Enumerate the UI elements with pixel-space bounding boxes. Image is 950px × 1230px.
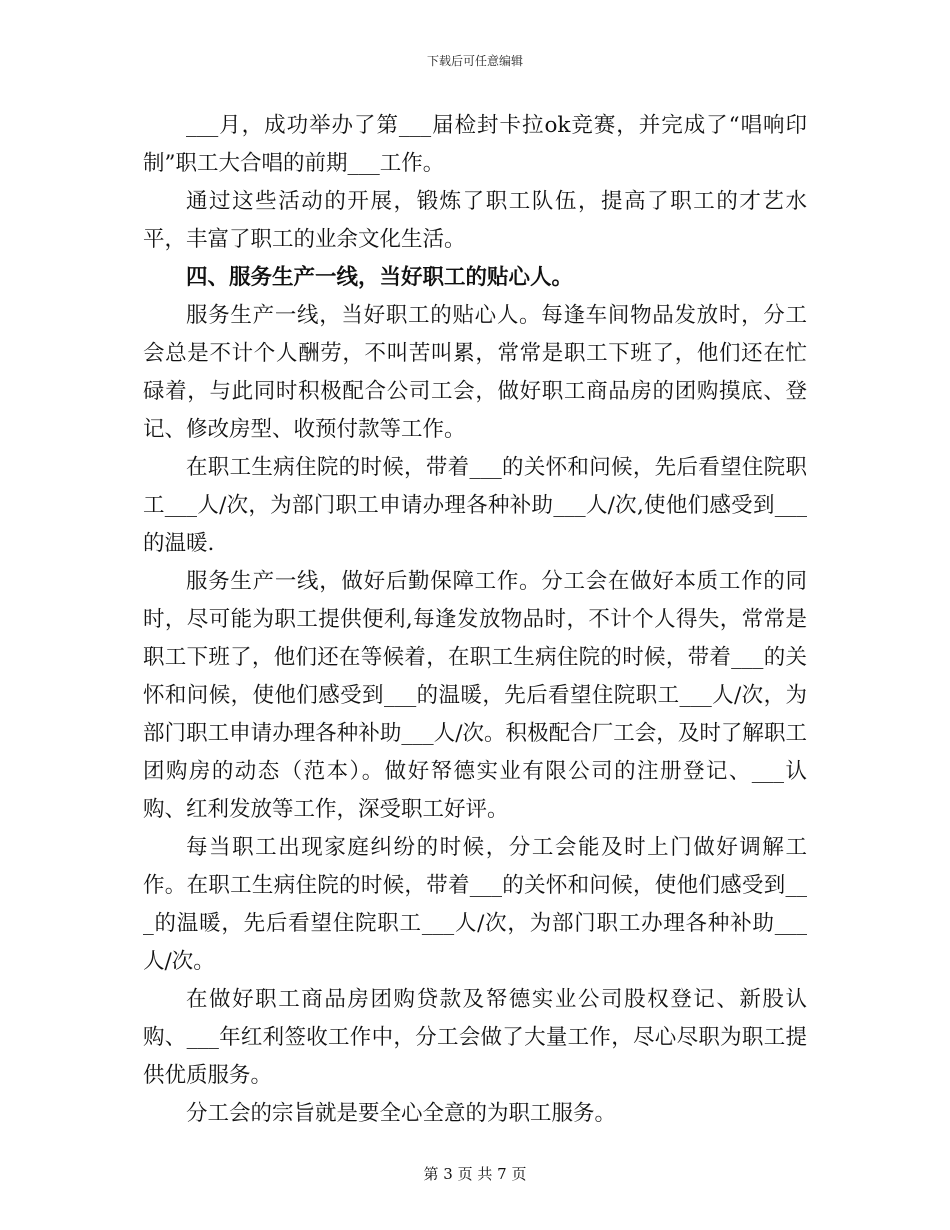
paragraph-1: ___月，成功举办了第___届检封卡拉ok竞赛，并完成了“唱响印制”职工大合唱的前期___工作。 <box>143 113 807 176</box>
section-heading-4: 四、服务生产一线，当好职工的贴心人。 <box>186 265 574 290</box>
paragraph-2: 通过这些活动的开展，锻炼了职工队伍，提高了职工的才艺水平，丰富了职工的业余文化生活。 <box>143 189 807 252</box>
document-body <box>143 107 807 1133</box>
page-number: 第 3 页 共 7 页 <box>423 1165 527 1183</box>
paragraph-5: 服务生产一线，做好后勤保障工作。分工会在做好本质工作的同时，尽可能为职工提供便利,每逢发放物品时，不计个人得失，常常是职工下班了，他们还在等候着，在职工生病住院的时候，带着___的关怀和问候，使他们感受到___的温暖，先后看望住院职工___人/次，为部门职工申请办理各种补助___人/次。积极配合厂工会，及时了解职工团购房的动态（范本）。做好帑德实业有限公司的注册登记、___认购、红利发放等工作，深受职工好评。 <box>143 569 807 822</box>
paragraph-3: 服务生产一线，当好职工的贴心人。每逢车间物品发放时，分工会总是不计个人酬劳，不叫苦叫累，常常是职工下班了，他们还在忙碌着，与此同时积极配合公司工会，做好职工商品房的团购摸底、登记、修改房型、收预付款等工作。 <box>143 303 807 442</box>
paragraph-6: 每当职工出现家庭纠纷的时候，分工会能及时上门做好调解工作。在职工生病住院的时候，带着___的关怀和问候，使他们感受到___的温暖，先后看望住院职工___人/次，为部门职工办理各种补助___人/次。 <box>143 835 807 974</box>
paragraph-7: 在做好职工商品房团购贷款及帑德实业公司股权登记、新股认购、___年红利签收工作中，分工会做了大量工作，尽心尽职为职工提供优质服务。 <box>143 987 807 1088</box>
paragraph-4: 在职工生病住院的时候，带着___的关怀和问候，先后看望住院职工___人/次，为部门职工申请办理各种补助___人/次,使他们感受到___的温暖. <box>143 455 807 556</box>
page-header: 下载后可任意编辑 <box>426 54 523 68</box>
paragraph-8: 分工会的宗旨就是要全心全意的为职工服务。 <box>186 1101 617 1126</box>
